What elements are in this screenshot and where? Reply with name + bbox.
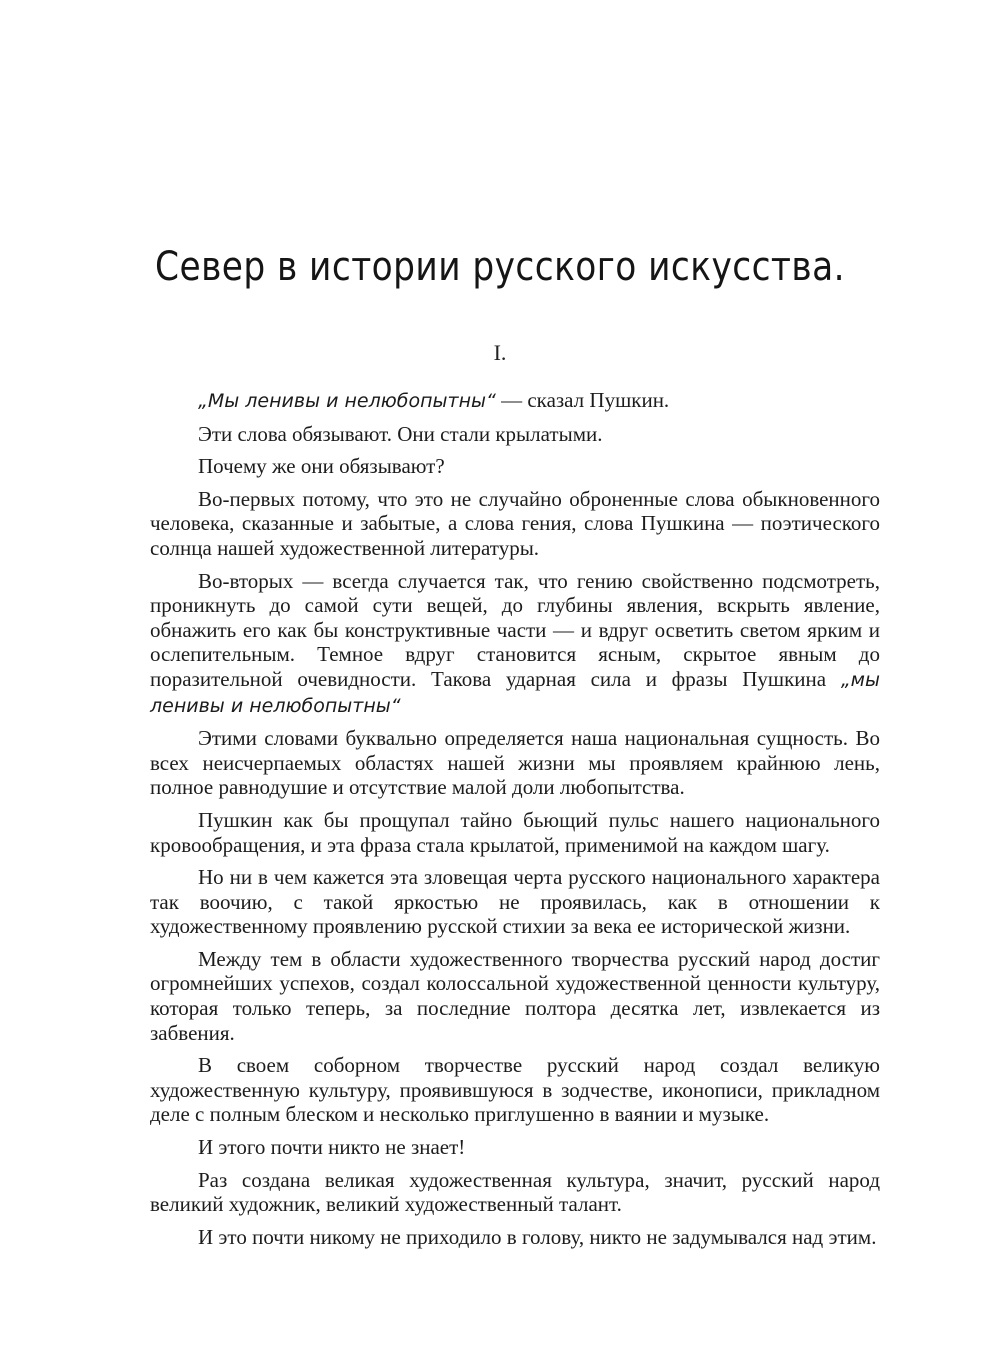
paragraph-text: — сказал Пушкин. [495, 388, 670, 412]
paragraph [150, 726, 880, 800]
paragraph [150, 865, 880, 939]
paragraph-text: Пушкин как бы прощупал тайно бьющий пульс нашего национального кровообращения, и эта фраза стала крылатой, применимой на каждом шагу. [150, 807, 880, 857]
paragraph-text: Эти слова обязывают. Они стали крылатыми. [198, 421, 603, 446]
paragraph [150, 808, 880, 857]
page-title: Север в истории русского искусства. [155, 244, 845, 290]
paragraph-text: И это почти никому не приходило в голову, никто не задумывался над этим. [198, 1224, 877, 1249]
pushkin-quote: „мы ленивы и нелюбопытны“ [150, 668, 880, 717]
paragraph [150, 487, 880, 561]
paragraph [150, 388, 880, 414]
body-text [150, 388, 880, 1249]
paragraph [150, 1168, 880, 1217]
paragraph-text: Но ни в чем кажется эта зловещая черта русского национального характера так воочию, с такой яркостью не проявилась, как в отношении к художественному проявлению русской стихии за века ее исторической жизни. [150, 865, 880, 939]
paragraph [150, 454, 880, 479]
paragraph-text: Во-первых потому, что это не случайно оброненные слова обыкновенного человека, сказанные и забытые, а слова гения, слова Пушкина — поэтического солнца нашей художественной литературы. [150, 486, 880, 560]
paragraph [150, 422, 880, 447]
paragraph [150, 569, 880, 719]
pushkin-quote: „Мы ленивы и нелюбопытны“ [198, 390, 496, 412]
paragraph-text: И этого почти никто не знает! [198, 1135, 466, 1160]
paragraph [150, 1225, 880, 1250]
paragraph [150, 947, 880, 1045]
paragraph [150, 1053, 880, 1127]
paragraph-text: Во-вторых — всегда случается так, что гению свойственно подсмотреть, проникнуть до самой сути вещей, до глубины явления, вскрыть явление, обнажить его как бы конструктивные части — и вдруг осветить светом ярким и ослепительным. Темное вдруг становится ясным, скрытое явным до поразительной очевидности. Такова ударная сила и фразы Пушкина [150, 568, 880, 691]
paragraph-text: Почему же они обязывают? [198, 454, 445, 479]
paragraph-text: Раз создана великая художественная культура, значит, русский народ великий художник, великий художественный талант. [150, 1167, 880, 1217]
paragraph [150, 1135, 880, 1160]
paragraph-text: Между тем в области художественного творчества русский народ достиг огромнейших успехов, создал колоссальной художественной ценности культуру, которая только теперь, за последние полтора десятка лет, извлекается из забвения. [150, 946, 880, 1045]
paragraph-text: Этими словами буквально определяется наша национальная сущность. Во всех неисчерпаемых областях нашей жизни мы проявляем крайнюю лень, полное равнодушие и отсутствие малой доли любопытства. [150, 726, 880, 800]
section-number: I. [493, 340, 507, 365]
paragraph-text: В своем соборном творчестве русский народ создал великую художественную культуру, проявившуюся в зодчестве, иконописи, прикладном деле с полным блеском и несколько приглушенно в ваянии и музыке. [150, 1053, 880, 1127]
